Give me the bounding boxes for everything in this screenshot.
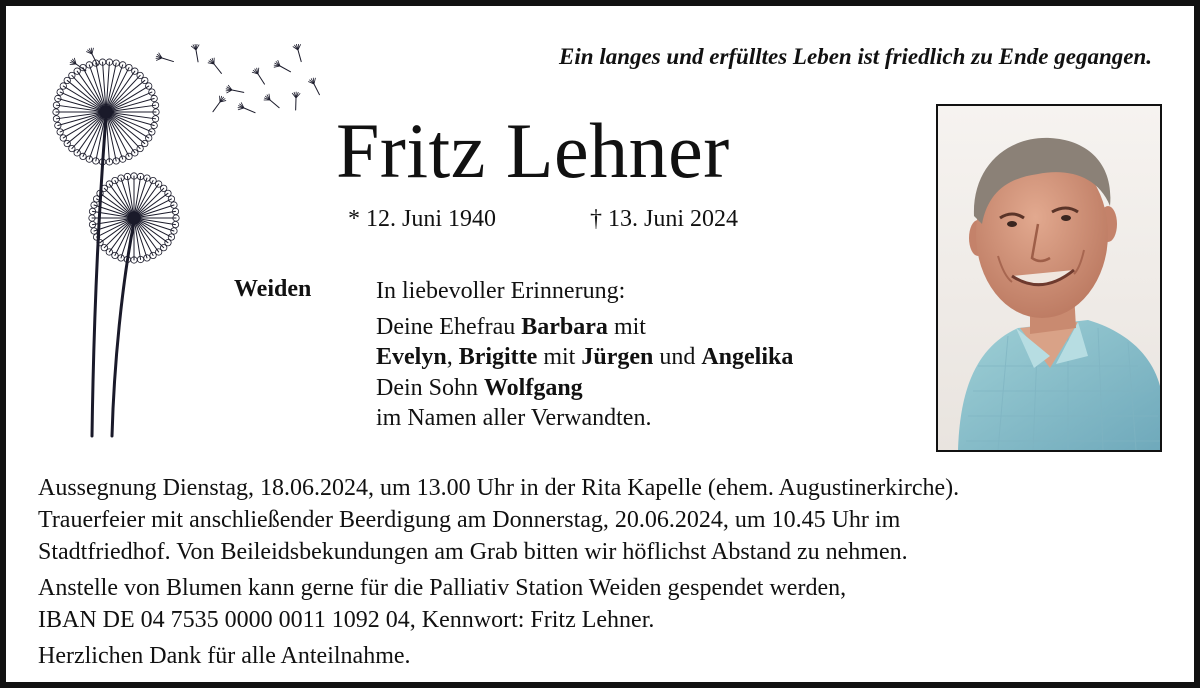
wife-prefix: Deine Ehefrau bbox=[376, 313, 522, 340]
partner-name: Jürgen bbox=[581, 344, 654, 370]
ceremony-line-1: Aussegnung Dienstag, 18.06.2024, um 13.00 Uhr in der Rita Kapelle (ehem. Augustinerkirche). bbox=[38, 475, 960, 501]
connector-mit: mit bbox=[537, 344, 582, 370]
flower-core bbox=[128, 212, 140, 224]
flying-seed bbox=[226, 85, 244, 93]
separator: , bbox=[446, 344, 459, 370]
flying-seed bbox=[213, 96, 226, 112]
seed-filament bbox=[106, 112, 140, 149]
mourners-line-son bbox=[376, 373, 793, 404]
seed-filament bbox=[106, 112, 154, 125]
son-prefix: Dein Sohn bbox=[376, 374, 484, 401]
flying-seed bbox=[252, 68, 264, 84]
connector-und: und bbox=[653, 344, 702, 370]
flying-seed bbox=[264, 94, 279, 108]
birth-date-text: 12. Juni 1940 bbox=[366, 206, 497, 232]
dandelion-illustration bbox=[44, 44, 344, 444]
death-symbol: † bbox=[590, 206, 602, 232]
flying-seed bbox=[292, 92, 300, 110]
flying-seed bbox=[208, 58, 221, 73]
ceremony-line-2: Trauerfeier mit anschließender Beerdigung am Donnerstag, 20.06.2024, um 10.45 Uhr im bbox=[38, 507, 901, 533]
death-date bbox=[590, 206, 738, 233]
seed-filament bbox=[106, 75, 140, 112]
flying-seed bbox=[274, 60, 290, 71]
donation-line-2: IBAN DE 04 7535 0000 0011 1092 04, Kennwort: Fritz Lehner. bbox=[38, 607, 655, 633]
child-name-3: Angelika bbox=[701, 344, 794, 370]
donation-line-1: Anstelle von Blumen kann gerne für die Palliativ Station Weiden gespendet werden, bbox=[38, 575, 847, 601]
portrait-illustration bbox=[938, 106, 1160, 450]
seed-filament bbox=[58, 99, 106, 112]
seed-filament bbox=[58, 112, 106, 125]
mourners-line-children bbox=[376, 342, 793, 373]
flying-seed bbox=[293, 44, 301, 62]
wife-suffix: mit bbox=[607, 313, 646, 340]
motto-text: Ein langes und erfülltes Leben ist friedlich zu Ende gegangen. bbox=[559, 44, 1152, 69]
child-name-2: Brigitte bbox=[458, 344, 538, 370]
flying-seed bbox=[156, 53, 173, 62]
dandelion-head-large bbox=[53, 59, 159, 165]
flying-seed bbox=[238, 103, 255, 113]
flying-seeds bbox=[70, 44, 319, 113]
flying-seed bbox=[308, 78, 319, 95]
portrait-photo bbox=[936, 104, 1162, 452]
child-name-1: Evelyn bbox=[376, 344, 447, 370]
birth-date bbox=[348, 206, 496, 233]
seed-filament bbox=[72, 75, 106, 112]
flying-seed bbox=[191, 44, 199, 62]
death-date-text: 13. Juni 2024 bbox=[608, 206, 739, 232]
mourners-block bbox=[376, 276, 793, 434]
flower-core bbox=[100, 106, 112, 118]
deceased-name: Fritz Lehner bbox=[336, 107, 730, 194]
mourners-line-wife bbox=[376, 312, 793, 343]
thanks-line: Herzlichen Dank für alle Anteilnahme. bbox=[38, 643, 411, 669]
mourners-closing: im Namen aller Verwandten. bbox=[376, 405, 652, 431]
remembrance-intro: In liebevoller Erinnerung: bbox=[376, 278, 626, 304]
seed-filament bbox=[106, 99, 154, 112]
son-name: Wolfgang bbox=[484, 374, 583, 401]
place-name: Weiden bbox=[234, 276, 312, 302]
funeral-details bbox=[38, 472, 959, 672]
ceremony-line-3: Stadtfriedhof. Von Beileidsbekundungen am Grab bitten wir höflichst Abstand zu nehmen. bbox=[38, 539, 908, 565]
seed-filament bbox=[72, 112, 106, 149]
wife-name: Barbara bbox=[521, 313, 608, 340]
birth-symbol: * bbox=[348, 206, 360, 232]
